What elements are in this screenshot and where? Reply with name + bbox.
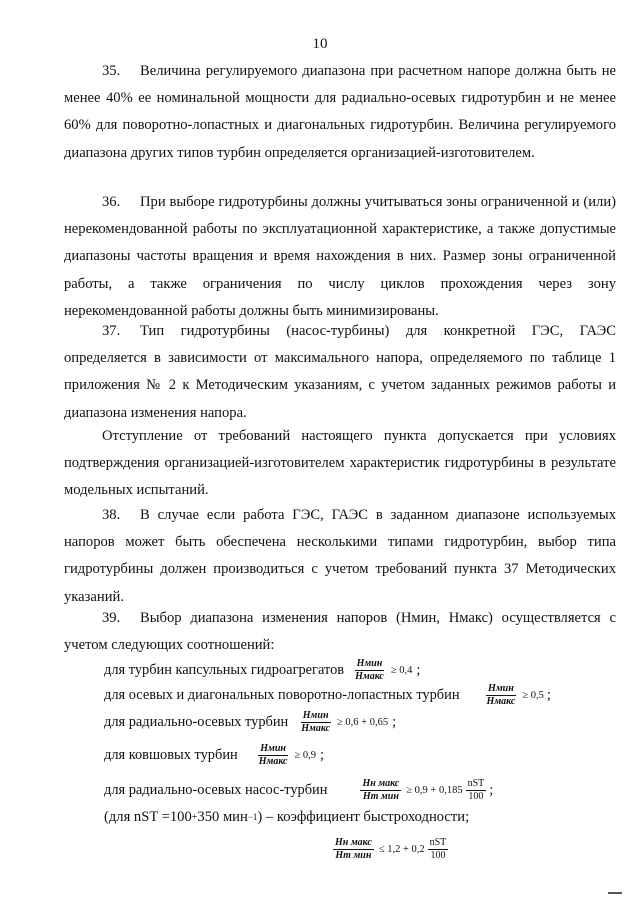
- page-number: 10: [312, 36, 328, 52]
- formula-pump-turbine-upper: [330, 834, 451, 864]
- formula-label: для турбин капсульных гидроагрегатов: [104, 661, 345, 678]
- fraction-numerator: Hмин: [356, 657, 383, 669]
- fraction: [333, 837, 374, 862]
- formula-label: для радиально-осевых насос-турбин: [104, 781, 328, 798]
- paragraph-36: [64, 189, 616, 325]
- formula-label: для осевых и диагональных поворотно-лопастных турбин: [104, 686, 460, 703]
- nst-note-suffix: ) – коэффициент быстроходности;: [257, 808, 470, 825]
- fraction: [299, 710, 332, 735]
- formula-label: для ковшовых турбин: [104, 746, 238, 763]
- fraction-nst: [466, 778, 487, 803]
- nst-note-plus: +: [191, 811, 198, 823]
- formula-label: для радиально-осевых турбин: [104, 713, 289, 730]
- formula-end: ;: [489, 781, 494, 798]
- fraction: [485, 683, 518, 708]
- fraction: [257, 743, 290, 768]
- paragraph-37: [64, 318, 616, 427]
- fraction-numerator: nST: [467, 777, 485, 789]
- fraction-denominator: Hмакс: [355, 670, 384, 682]
- paragraph-number: 36.: [102, 194, 121, 210]
- formula-rhs: ≤ 1,2 + 0,2: [378, 843, 425, 855]
- paragraph-number: 35.: [102, 63, 121, 79]
- formula-end: ;: [416, 661, 421, 678]
- fraction-denominator: Hт мин: [335, 849, 372, 861]
- nst-note-value: 350 мин: [197, 808, 248, 825]
- fraction-denominator: 100: [430, 849, 446, 861]
- paragraph-text: Тип гидротурбины (насос-турбины) для конкретной ГЭС, ГАЭС определяется в зависимости от максимального напора, определяемого по таблице 1 приложения № 2 к Методическим указаниям, с учетом заданных режимов работы и диапазона изменения напора.: [64, 323, 616, 421]
- fraction-numerator: Hмин: [488, 682, 514, 694]
- formula-end: ;: [392, 713, 397, 730]
- paragraph-text: В случае если работа ГЭС, ГАЭС в заданном диапазоне используемых напоров может быть обеспечена несколькими типами гидротурбин, выбор типа гидротурбины должен производиться с учетом требований пункта 37 Методических указаний.: [64, 507, 616, 605]
- fraction-denominator: 100: [468, 790, 484, 802]
- fraction-denominator: Hт мин: [362, 790, 399, 802]
- formula-end: ;: [320, 746, 324, 763]
- formula-rhs: ≥ 0,5: [522, 689, 544, 701]
- fraction-numerator: Hн макс: [362, 777, 400, 789]
- fraction-numerator: nST: [429, 836, 447, 848]
- fraction: [353, 658, 386, 683]
- formula-rhs: ≥ 0,6 + 0,65: [337, 716, 389, 728]
- nst-note: [104, 802, 469, 832]
- paragraph-38: [64, 502, 616, 611]
- paragraph-37-exception: [64, 423, 616, 505]
- nst-note-prefix: (для nST =100: [104, 808, 192, 825]
- paragraph-text: Величина регулируемого диапазона при расчетном напоре должна быть не менее 40% ее номинальной мощности для радиально-осевых гидротурбин и не менее 60% для поворотно-лопастных и диагональных гидротурбин. Величина регулируемого диапазона других типов турбин определяется организацией-изготовителем.: [64, 63, 616, 161]
- formula-rhs: ≥ 0,4: [390, 664, 413, 676]
- nst-note-exponent: −1: [247, 812, 258, 822]
- formula-pump-turbine: [104, 775, 493, 805]
- formula-rhs: ≥ 0,9: [294, 749, 316, 761]
- fraction-denominator: Hмакс: [258, 755, 288, 767]
- paragraph-number: 37.: [102, 323, 121, 339]
- paragraph-text: Выбор диапазона изменения напоров (Нмин, Нмакс) осуществляется с учетом следующих соотношений:: [64, 610, 616, 654]
- paragraph-35: [64, 58, 616, 167]
- formula-axial-diagonal: [104, 680, 551, 710]
- fraction-numerator: Hмин: [260, 742, 286, 754]
- paragraph-number: 38.: [102, 507, 121, 523]
- paragraph-text: Отступление от требований настоящего пункта допускается при условиях подтверждения организацией-изготовителем характеристик гидротурбины в результате модельных испытаний.: [64, 428, 616, 499]
- paragraph-39: [64, 605, 616, 659]
- formula-francis: [104, 707, 396, 737]
- formula-rhs: ≥ 0,9 + 0,185: [406, 784, 463, 796]
- fraction: [360, 778, 401, 803]
- fraction-numerator: Hн макс: [335, 836, 372, 848]
- paragraph-text: При выборе гидротурбины должны учитываться зоны ограниченной и (или) нерекомендованной работы по эксплуатационной характеристике, а также допустимые диапазоны частоты вращения и время нахождения в них. Размер зоны ограниченной работы, а также ограничения по числу циклов прохождения через зону нерекомендованной работы должны быть минимизированы.: [64, 194, 616, 319]
- formula-end: ;: [546, 686, 551, 703]
- paragraph-number: 39.: [102, 610, 121, 626]
- scan-mark: [608, 892, 622, 894]
- fraction-nst: [428, 837, 449, 862]
- fraction-numerator: Hмин: [302, 709, 329, 721]
- fraction-denominator: Hмакс: [486, 695, 516, 707]
- fraction-denominator: Hмакс: [301, 722, 331, 734]
- formula-pelton: [104, 740, 324, 770]
